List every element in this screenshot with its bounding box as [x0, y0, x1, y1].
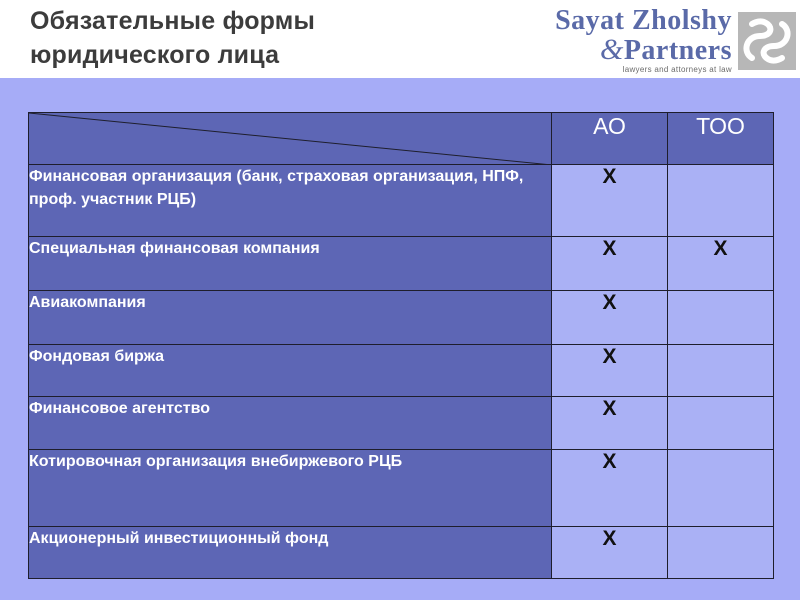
ao-mark: X: [552, 450, 668, 527]
table-row: [29, 237, 774, 291]
row-label: Котировочная организация внебиржевого РЦБ: [29, 450, 552, 527]
logo-line2-text: Partners: [623, 35, 732, 66]
slide-body: [0, 78, 800, 600]
too-mark: X: [668, 237, 774, 291]
table-row: [29, 345, 774, 397]
table-row: [29, 291, 774, 345]
row-label: Финансовая организация (банк, страховая организация, НПФ, проф. участник РЦБ): [29, 165, 552, 237]
too-mark: [668, 345, 774, 397]
too-mark: [668, 291, 774, 345]
too-mark: [668, 450, 774, 527]
logo-ampersand: &: [599, 33, 624, 66]
row-label: Авиакомпания: [29, 291, 552, 345]
column-header-too: ТОО: [668, 113, 774, 165]
logo-line1: Sayat Zholshy: [555, 5, 732, 36]
slide-title-line1: Обязательные формы: [30, 7, 316, 35]
company-logo-icon: [738, 12, 796, 70]
column-header-ao: АО: [552, 113, 668, 165]
table-row: [29, 165, 774, 237]
ao-mark: X: [552, 345, 668, 397]
header-diagonal-cell: [29, 113, 552, 165]
logo-line2: [555, 33, 732, 66]
ao-mark: X: [552, 527, 668, 579]
slide-title: [30, 4, 315, 72]
diagonal-line: [29, 113, 552, 165]
slide-header: [0, 0, 800, 78]
row-label: Специальная финансовая компания: [29, 237, 552, 291]
ao-mark: X: [552, 237, 668, 291]
row-label: Акционерный инвестиционный фонд: [29, 527, 552, 579]
company-logo-text: [555, 6, 732, 74]
too-mark: [668, 397, 774, 450]
ao-mark: X: [552, 291, 668, 345]
table-row: [29, 397, 774, 450]
table-row: [29, 527, 774, 579]
row-label: Фондовая биржа: [29, 345, 552, 397]
table-header-row: [29, 113, 774, 165]
legal-forms-table: [28, 112, 774, 579]
too-mark: [668, 527, 774, 579]
ao-mark: X: [552, 165, 668, 237]
logo-tagline: lawyers and attorneys at law: [622, 65, 732, 74]
table-row: [29, 450, 774, 527]
row-label: Финансовое агентство: [29, 397, 552, 450]
slide-title-line2: юридического лица: [30, 41, 280, 69]
too-mark: [668, 165, 774, 237]
ao-mark: X: [552, 397, 668, 450]
logo-emblem-icon: [738, 12, 796, 70]
